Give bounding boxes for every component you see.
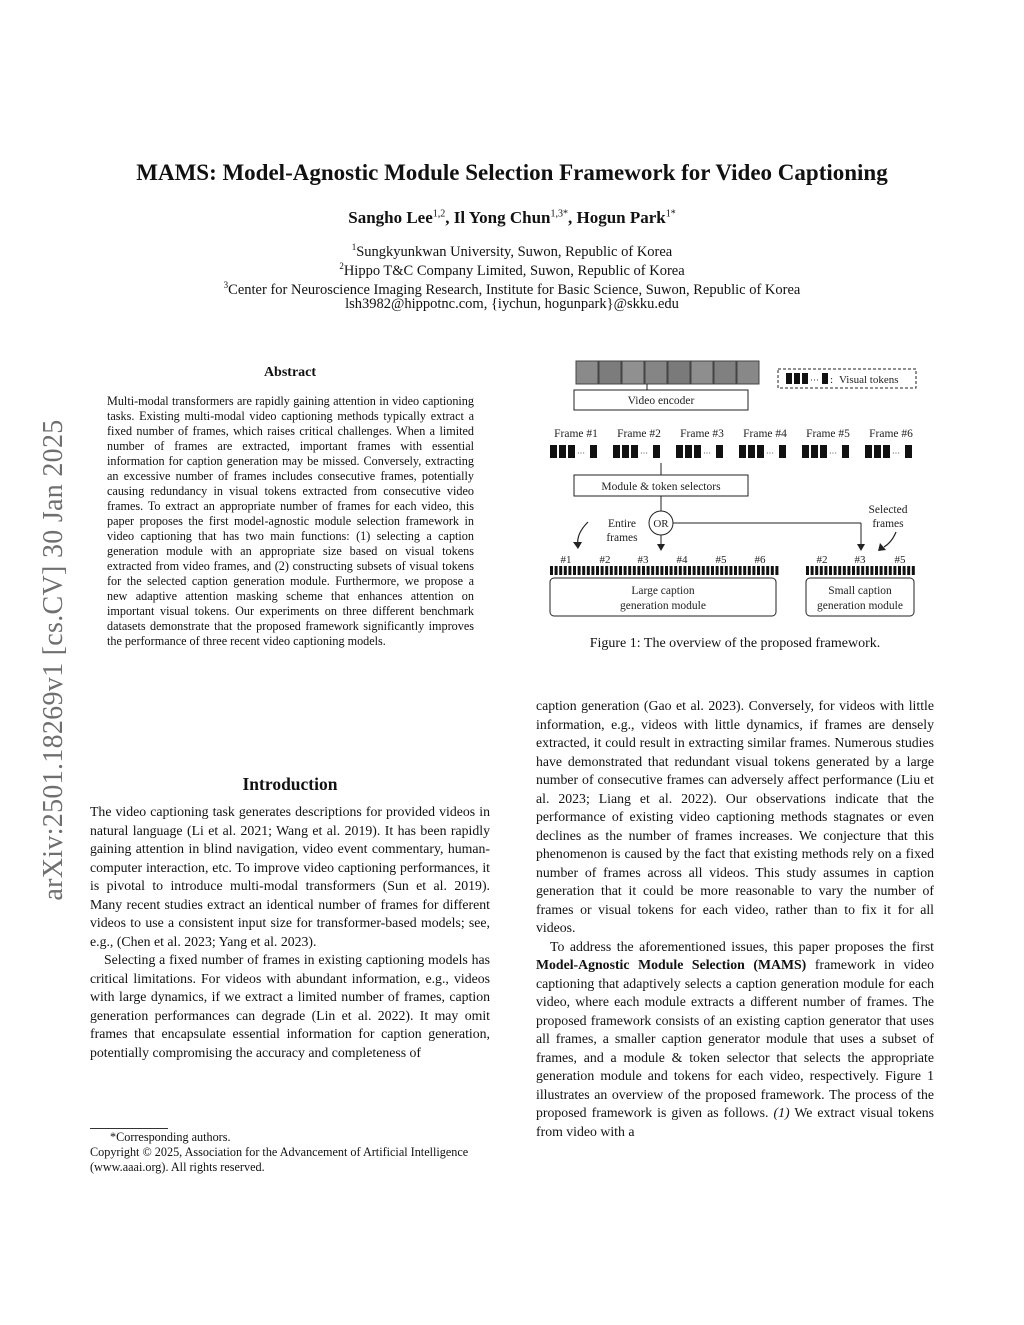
video-frame-thumb (576, 361, 598, 384)
frame-label: Frame #3 (680, 428, 724, 440)
visual-token (834, 566, 837, 575)
visual-token (884, 566, 887, 575)
visual-token (893, 566, 896, 575)
visual-token (628, 566, 631, 575)
abstract-heading: Abstract (263, 365, 317, 380)
visual-token (601, 566, 604, 575)
entire-label: frames (606, 532, 638, 544)
visual-token (820, 445, 827, 458)
paragraph: Selecting a fixed number of frames in existing captioning models has critical limitations. For videos with abundant information, e.g., videos with large dynamics, if we extract a limited number of frames, caption generation performances can degrade (Lin et al. 2022). It may omit frames that encapsulate essential information for caption generation, potentially compromising the accuracy and completeness of (90, 952, 490, 1060)
visual-token (624, 566, 627, 575)
author-sup: 1* (665, 208, 676, 220)
visual-token (912, 566, 915, 575)
author-name: Sangho Lee (348, 208, 433, 227)
visual-token (739, 445, 746, 458)
visual-token (815, 566, 818, 575)
visual-token (685, 445, 692, 458)
visual-token (762, 566, 765, 575)
paragraph-text: To address the aforementioned issues, this paper proposes the first (550, 938, 934, 954)
affiliation-sup: 3 (223, 280, 229, 290)
visual-token (905, 445, 912, 458)
visual-token (852, 566, 855, 575)
footnote-rule (90, 1128, 168, 1129)
token-label: #4 (676, 554, 688, 566)
visual-token (880, 566, 883, 575)
visual-token (679, 566, 682, 575)
small-module-label: Small caption (828, 585, 892, 597)
arxiv-stamp (34, 360, 74, 960)
selected-token-row (550, 566, 915, 575)
visual-token (559, 566, 562, 575)
visual-token (683, 566, 686, 575)
author-sup: 1,2 (432, 208, 446, 220)
paragraph: The video captioning task generates descriptions for provided videos in natural language (Li et al. 2021; Wang et al. 2019). It has been rapidly gaining attention in blind navigation, video event commentary, human-computer interaction, etc. To improve video captioning performances, it is pivotal to introduce multi-modal transformers (Sun et al. 2019). Many recent studies extract an identical number of frames for different videos to use a consistent input size for transformer-based models; see, e.g., (Chen et al. 2023; Yang et al. 2023). (90, 804, 490, 949)
author-name: Hogun Park (576, 208, 666, 227)
visual-token (875, 566, 878, 575)
video-frame-thumb (691, 361, 713, 384)
visual-token (590, 445, 597, 458)
visual-token (596, 566, 599, 575)
visual-token (857, 566, 860, 575)
token-label: #1 (560, 554, 572, 566)
paper-title: MAMS: Model-Agnostic Module Selection Framework for Video Captioning (136, 160, 888, 185)
visual-token (559, 445, 566, 458)
svg-text:···: ··· (810, 375, 819, 385)
email-line: lsh3982@hippotnc.com, {iychun, hogunpark}@skku.edu (345, 296, 679, 312)
visual-token (694, 445, 701, 458)
frame-token-groups (550, 445, 912, 458)
corresponding-note: *Corresponding authors. (110, 1130, 231, 1144)
selector-label: Module & token selectors (601, 481, 721, 493)
visual-token (883, 445, 890, 458)
visual-token (670, 566, 673, 575)
visual-token (829, 566, 832, 575)
affiliation-text: Center for Neuroscience Imaging Research, Institute for Basic Science, Suwon, Republic of Korea (228, 281, 801, 298)
visual-token (739, 566, 742, 575)
ellipsis-glyph: ··· (892, 449, 900, 458)
visual-tokens-label: Visual tokens (839, 374, 899, 386)
visual-token (568, 445, 575, 458)
visual-token (870, 566, 873, 575)
visual-token (866, 566, 869, 575)
small-module-label: generation module (817, 600, 903, 612)
visual-token (771, 566, 774, 575)
visual-token (651, 566, 654, 575)
visual-token (743, 566, 746, 575)
affiliation-sup: 1 (351, 242, 357, 252)
visual-token (725, 566, 728, 575)
visual-token (573, 566, 576, 575)
visual-token (550, 445, 557, 458)
visual-token (706, 566, 709, 575)
paragraph-text: We extract visual tokens from video with a (536, 1105, 934, 1139)
visual-token (802, 445, 809, 458)
author-sup: 1,3* (550, 208, 568, 220)
visual-token (711, 566, 714, 575)
visual-token (550, 566, 553, 575)
visual-token (693, 566, 696, 575)
visual-token (752, 566, 755, 575)
frame-label: Frame #1 (554, 428, 598, 440)
footnote (90, 1130, 490, 1175)
abstract-text: Multi-modal transformers are rapidly gaining attention in video captioning tasks. Existing multi-modal video captioning methods typically extract a fixed number of frames, which raises critical challenges. When a limited number of frames are extracted, important frames with essential information for caption generation may be missed. Conversely, extracting an excessive number of frames includes consecutive frames, potentially causing redundancy in visual tokens extracted from consecutive video frames. To extract an appropriate number of frames for each video, this paper proposes the first model-agnostic module selection framework in video captioning that has two main functions: (1) selecting a caption generation module with an appropriate size based on visual tokens extracted from video frames, and (2) constructing subsets of visual tokens for the selected caption generation module. Furthermore, we propose a new adaptive attention masking scheme that enhances attention on important visual tokens. Our experiments on three different benchmark datasets demonstrate that the proposed framework significantly improves the performance of three recent video captioning models. (107, 394, 474, 648)
introduction-body (90, 803, 490, 1062)
video-frame-thumb (645, 361, 667, 384)
visual-token (614, 566, 617, 575)
visual-token (865, 445, 872, 458)
video-frames (576, 361, 759, 384)
paragraph: caption generation (Gao et al. 2023). Conversely, for videos with little information, e.g., videos with little dynamics, if frames are densely extracted, it could result in extracting similar frames. Numerous studies have demonstrated that redundant visual tokens generated by a large number of consecutive frames can adversely affect performance (Liu et al. 2023; Liang et al. 2022). Our observations indicate that the performance of existing video captioning methods stagnates or even declines as the number of frames increases. We conjecture that this phenomenon is caused by the fact that existing methods rely on a fixed number of frames across all videos. This study assumes in caption generation that it could be more reasonable to vary the number of frames or visual tokens for each video, rather than to fix it for all videos. (536, 698, 934, 935)
curved-arrow-icon (578, 522, 588, 545)
author-name: Il Yong Chun (453, 208, 551, 227)
copyright-note: Copyright © 2025, Association for the Advancement of Artificial Intelligence (www.aaai.org). All rights reserved. (90, 1145, 469, 1174)
visual-token (564, 566, 567, 575)
visual-token (619, 566, 622, 575)
visual-token (637, 566, 640, 575)
visual-token (653, 445, 660, 458)
visual-tokens-legend (778, 369, 916, 388)
affiliation-sup: 2 (339, 261, 344, 271)
arxiv-id: arXiv:2501.18269v1 [cs.CV] 30 Jan 2025 (38, 419, 69, 901)
framework-figure (536, 352, 936, 627)
curved-arrow-icon (884, 532, 896, 547)
visual-token (889, 566, 892, 575)
paragraph-text: framework in video captioning that adaptively selects a caption generation module for each video, where each module extracts a different number of frames. The proposed framework consists of an existing caption generator that uses all frames, a smaller caption generator module that uses a subset of frames, and a module & token selector that selects the appropriate generation module and tokens for each video, respectively. Figure 1 illustrates an overview of the proposed framework. The process of the proposed framework is given as follows. (536, 957, 934, 1120)
video-frame-thumb (714, 361, 736, 384)
large-module-label: Large caption (631, 585, 695, 597)
video-frame-thumb (599, 361, 621, 384)
visual-token (734, 566, 737, 575)
affiliation-text: Sungkyunkwan University, Suwon, Republic of Korea (356, 243, 673, 260)
visual-token (874, 445, 881, 458)
selected-label: Selected (868, 504, 908, 516)
affiliation-text: Hippo T&C Company Limited, Suwon, Republic of Korea (343, 262, 685, 279)
entire-label: Entire (607, 518, 637, 530)
visual-token (656, 566, 659, 575)
ellipsis-glyph: ··· (829, 449, 837, 458)
visual-token (610, 566, 613, 575)
visual-token (757, 566, 760, 575)
author-sep: , (567, 208, 577, 227)
frame-label: Frame #5 (806, 428, 850, 440)
visual-token (591, 566, 594, 575)
right-column-body (536, 697, 934, 1141)
selected-label: frames (872, 518, 904, 530)
visual-token (766, 566, 769, 575)
video-encoder-label: Video encoder (627, 395, 695, 407)
visual-token (568, 566, 571, 575)
step-marker: (1) (773, 1105, 790, 1120)
ellipsis-glyph: ··· (577, 449, 585, 458)
visual-token (838, 566, 841, 575)
framework-name: Model-Agnostic Module Selection (MAMS) (536, 957, 807, 972)
frame-label: Frame #4 (743, 428, 787, 440)
visual-token (779, 445, 786, 458)
visual-token (775, 566, 778, 575)
video-frame-thumb (622, 361, 644, 384)
visual-token (716, 445, 723, 458)
visual-token (674, 566, 677, 575)
visual-token (843, 566, 846, 575)
visual-token (806, 566, 809, 575)
large-module-label: generation module (620, 600, 706, 612)
author-sep: , (445, 208, 454, 227)
visual-token (716, 566, 719, 575)
visual-token (633, 566, 636, 575)
token-label: #2 (816, 554, 828, 566)
token-label: #5 (715, 554, 727, 566)
video-frame-thumb (668, 361, 690, 384)
visual-token (702, 566, 705, 575)
ellipsis-glyph: ··· (640, 449, 648, 458)
visual-token (660, 566, 663, 575)
ellipsis-glyph: ··· (703, 449, 711, 458)
svg-text::: : (830, 374, 834, 386)
figure-caption: Figure 1: The overview of the proposed framework. (589, 636, 881, 651)
visual-token (665, 566, 668, 575)
visual-token (697, 566, 700, 575)
visual-token (676, 445, 683, 458)
token-label: #3 (637, 554, 649, 566)
or-label: OR (653, 518, 669, 530)
frame-label: Frame #6 (869, 428, 913, 440)
author-list (0, 208, 1024, 228)
visual-token (688, 566, 691, 575)
token-label: #2 (599, 554, 611, 566)
ellipsis-glyph: ··· (766, 449, 774, 458)
visual-token (642, 566, 645, 575)
visual-token (898, 566, 901, 575)
visual-token (757, 445, 764, 458)
visual-token (861, 566, 864, 575)
visual-token (811, 445, 818, 458)
token-label: #3 (854, 554, 866, 566)
visual-token (555, 566, 558, 575)
token-label: #5 (894, 554, 906, 566)
visual-token (907, 566, 910, 575)
visual-token (824, 566, 827, 575)
visual-token (647, 566, 650, 575)
frame-label: Frame #2 (617, 428, 661, 440)
visual-token (631, 445, 638, 458)
visual-token (613, 445, 620, 458)
visual-token (587, 566, 590, 575)
visual-token (729, 566, 732, 575)
visual-token (582, 566, 585, 575)
video-frame-thumb (737, 361, 759, 384)
visual-token (622, 445, 629, 458)
visual-token (820, 566, 823, 575)
token-label: #6 (754, 554, 766, 566)
visual-token (748, 566, 751, 575)
visual-token (605, 566, 608, 575)
visual-token (578, 566, 581, 575)
visual-token (720, 566, 723, 575)
visual-token (748, 445, 755, 458)
visual-token (903, 566, 906, 575)
visual-token (842, 445, 849, 458)
visual-token (811, 566, 814, 575)
paragraph (536, 938, 934, 1142)
visual-token (847, 566, 850, 575)
introduction-heading: Introduction (242, 774, 338, 794)
